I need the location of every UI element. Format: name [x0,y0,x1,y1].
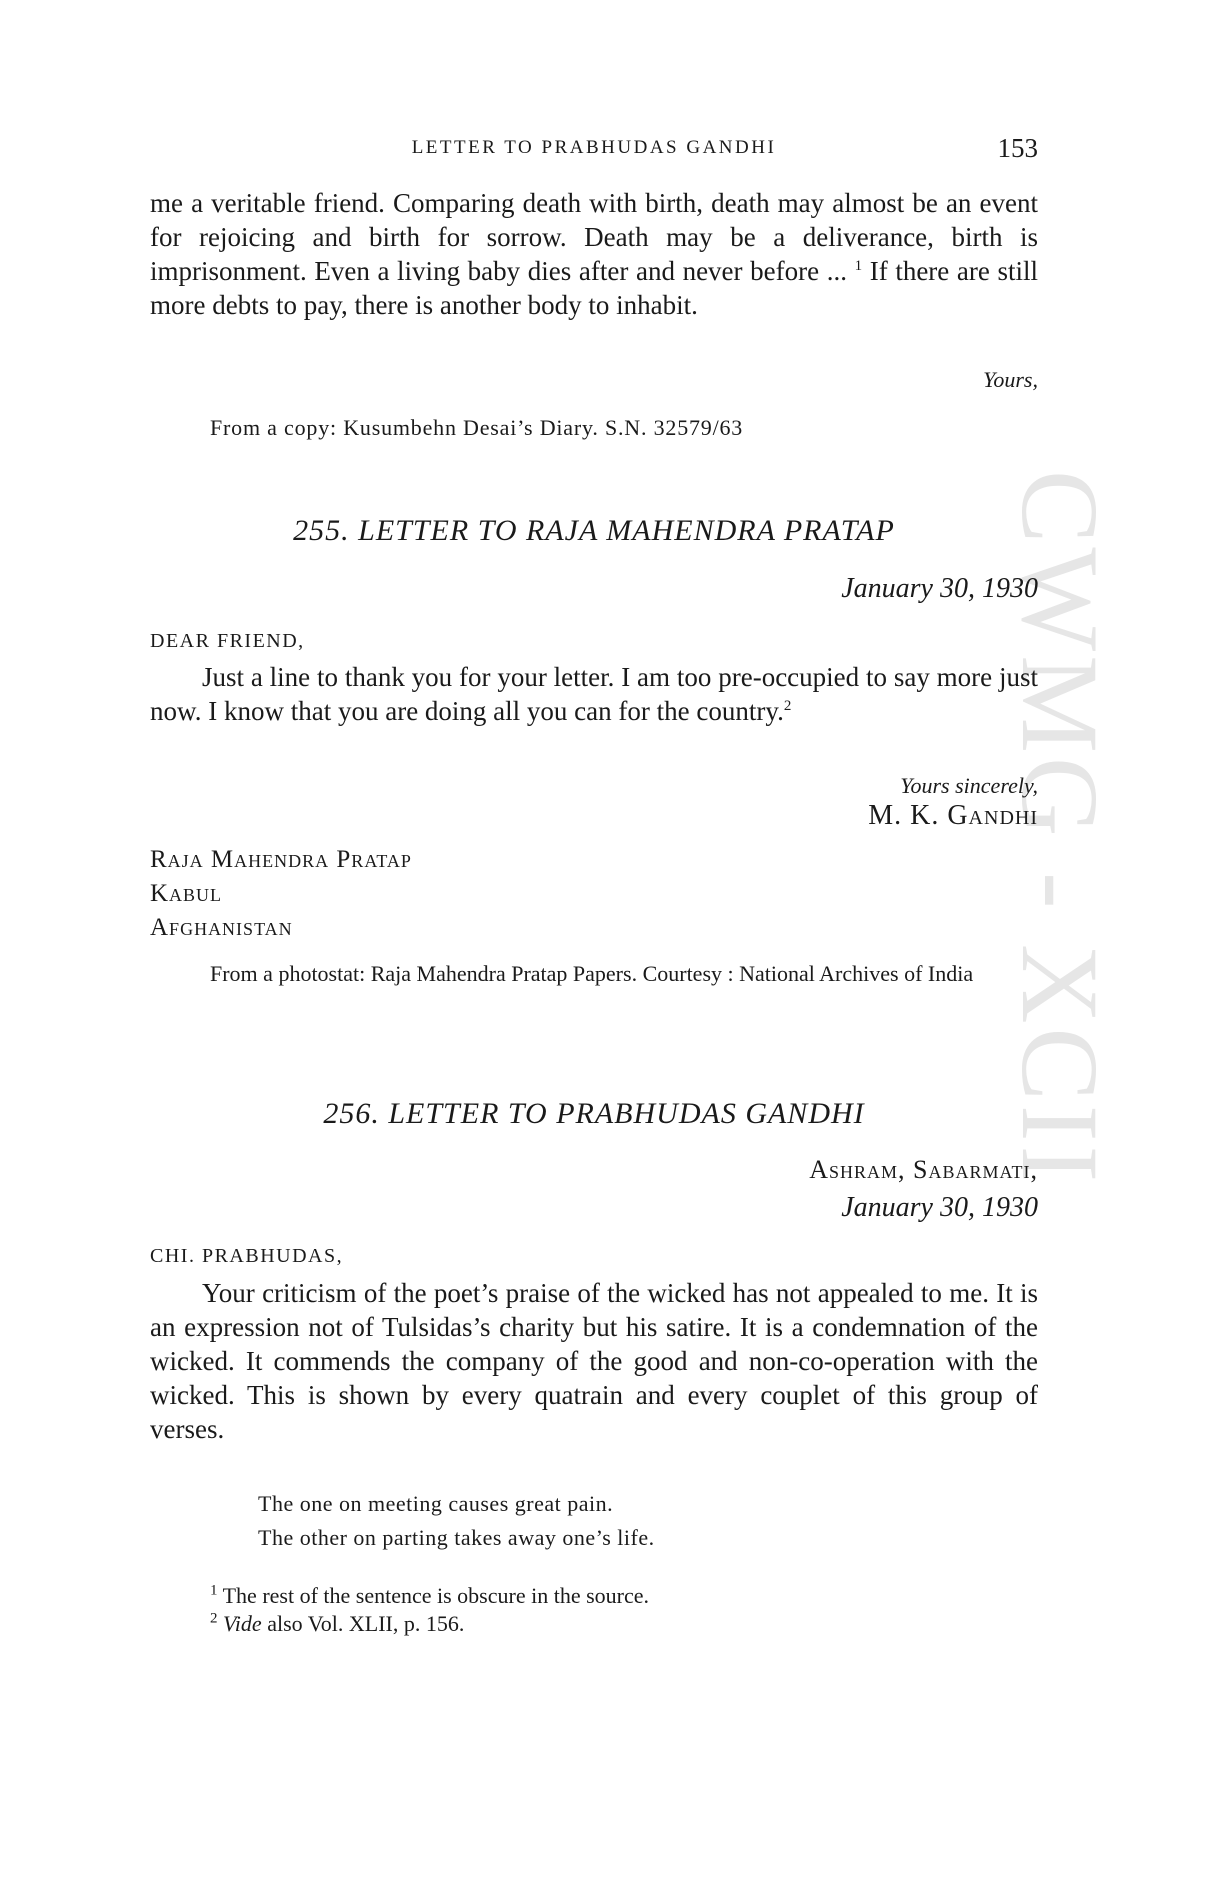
letter-255-address-line-1: Raja Mahendra Pratap [150,846,412,873]
running-head [150,133,1038,165]
letter-255-salutation: DEAR FRIEND, [150,630,305,652]
footnote-ref-1: 1 [854,258,863,274]
continuation-text-1: me a veritable friend. Comparing death with birth, death may almost be an event for rejoicing and birth for sorrow. Death may be a deliverance, birth is imprisonment. Even a living baby dies after and never before ... [150,188,1038,286]
page-number: 153 [997,133,1038,163]
footnote-1 [210,1582,649,1610]
document-page [150,0,1038,1890]
footnote-2 [210,1610,464,1638]
letter-255-body [150,660,1038,728]
letter-255-signature: M. K. Gandhi [868,800,1038,831]
continuation-closing: Yours, [983,367,1038,392]
letter-255-date: January 30, 1930 [841,573,1038,604]
footnote-2-text: also Vol. XLII, p. 156. [261,1611,465,1636]
letter-255-source: From a photostat: Raja Mahendra Pratap Papers. Courtesy : National Archives of India [210,961,974,986]
letter-255-closing: Yours sincerely, [900,773,1038,798]
continuation-text-2: If there are still more debts to pay, there is another body to inhabit. [150,256,1038,320]
letter-255-address-line-2: Kabul [150,880,223,907]
letter-256-heading: 256. LETTER TO PRABHUDAS GANDHI [323,1097,865,1130]
footnote-2-mark: 2 [210,1610,218,1627]
watermark: CWMG - XCII [999,470,1121,1187]
footnote-2-italic: Vide [223,1611,262,1636]
letter-255-heading: 255. LETTER TO RAJA MAHENDRA PRATAP [293,514,895,547]
continuation-source: From a copy: Kusumbehn Desai’s Diary. S.N. 32579/63 [210,415,744,440]
footnote-ref-2: 2 [783,698,792,714]
letter-255-body-text: Just a line to thank you for your letter. I am too pre-occupied to say more just now. I know that you are doing all you can for the country. [150,662,1038,726]
verse-line-2: The other on parting takes away one’s life. [258,1525,655,1550]
letter-256-body: Your criticism of the poet’s praise of the wicked has not appealed to me. It is an expression not of Tulsidas’s charity but his satire. It is a condemnation of the wicked. It commends the company of the good and non-co-operation with the wicked. This is shown by every quatrain and every couplet of this group of verses. [150,1278,1038,1444]
continuation-paragraph [150,186,1038,322]
letter-256-salutation: CHI. PRABHUDAS, [150,1245,344,1267]
footnote-1-mark: 1 [210,1582,218,1599]
footnote-1-text: The rest of the sentence is obscure in the source. [222,1583,650,1608]
letter-255-address-line-3: Afghanistan [150,914,293,941]
letter-256-place: Ashram, Sabarmati, [809,1155,1038,1184]
running-head-title: LETTER TO PRABHUDAS GANDHI [411,137,777,158]
verse-line-1: The one on meeting causes great pain. [258,1491,614,1516]
letter-256-date: January 30, 1930 [841,1192,1038,1223]
